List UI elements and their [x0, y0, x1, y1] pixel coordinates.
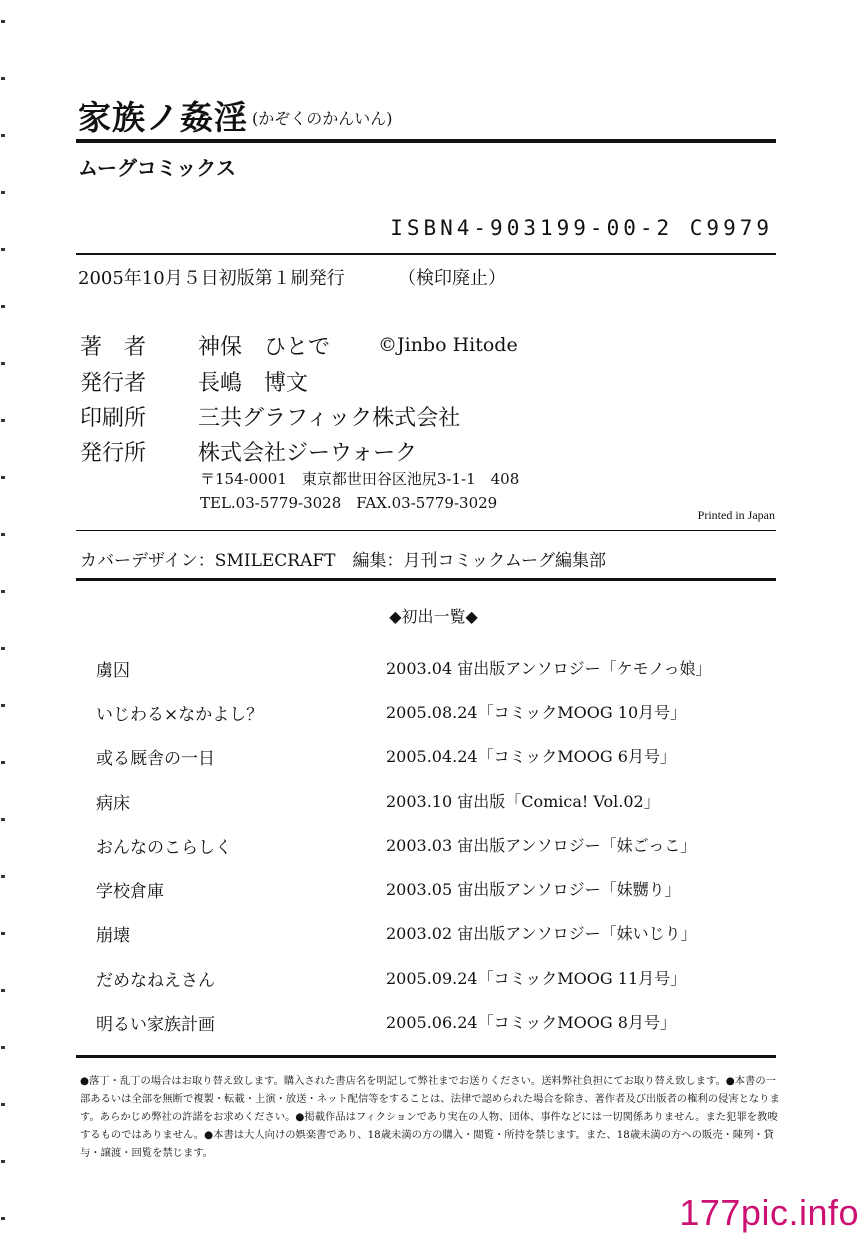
story-source: 2003.02 宙出版アンソロジー「妹いじり」 [386, 924, 697, 943]
story-title: 崩壊 [96, 926, 130, 946]
spine-mark [1, 476, 5, 479]
story-title: 虜囚 [96, 661, 130, 681]
spine-mark [1, 875, 5, 878]
book-title: 家族ノ姦淫 [78, 98, 248, 137]
story-title: いじわる×なかよし？ [96, 705, 264, 725]
isbn-rule [76, 253, 776, 255]
story-title: 学校倉庫 [96, 882, 164, 902]
isbn-code: ISBN4-903199-00-2 C9979 [390, 216, 773, 240]
credit-value-printer: 三共グラフィック株式会社 [198, 406, 461, 431]
copyright: ©Jinbo Hitode [378, 334, 518, 356]
story-source: 2005.09.24「コミックMOOG 11月号」 [386, 969, 687, 988]
spine-mark [1, 932, 5, 935]
credits-rule [76, 530, 776, 531]
spine-mark [1, 647, 5, 650]
spine-mark [1, 134, 5, 137]
story-source: 2005.04.24「コミックMOOG 6月号」 [386, 747, 676, 766]
title-rule [76, 139, 776, 143]
story-source: 2005.06.24「コミックMOOG 8月号」 [386, 1013, 676, 1032]
credit-value-publishing-house: 株式会社ジーウォーク [198, 441, 418, 466]
story-title: 病床 [96, 794, 130, 814]
stamp-note: （検印廃止） [398, 268, 506, 289]
credit-label-publishing-house: 発行所 [80, 441, 147, 466]
story-title: おんなのこらしく [96, 838, 232, 858]
credit-label-printer: 印刷所 [80, 406, 147, 431]
book-title-reading: (かぞくのかんいん) [252, 109, 393, 128]
publisher-contact: TEL.03-5779-3028 FAX.03-5779-3029 [200, 494, 498, 512]
list-bottom-rule [76, 1055, 776, 1058]
spine-mark [1, 533, 5, 536]
spine-mark [1, 1046, 5, 1049]
spine-mark [1, 362, 5, 365]
spine-mark [1, 248, 5, 251]
spine-mark [1, 191, 5, 194]
first-appearance-heading: ◆初出一覧◆ [389, 607, 478, 626]
story-source: 2003.03 宙出版アンソロジー「妹ごっこ」 [386, 836, 697, 855]
spine-mark [1, 419, 5, 422]
story-source: 2005.08.24「コミックMOOG 10月号」 [386, 703, 687, 722]
printed-in: Printed in Japan [697, 508, 775, 522]
spine-mark [1, 989, 5, 992]
legal-notice: ●落丁・乱丁の場合はお取り替え致します。購入された書店名を明記して弊社までお送りください。送料弊社負担にてお取り替え致します。●本書の一部あるいは全部を無断で複製・転載・上演・放送・ネット配信等をすることは、法律で認められた場合を除き、著作者及び出版者の権利の侵害となります。あらかじめ弊社の許諾をお求めください。●掲載作品はフィクションであり実在の人物、団体、事件などには一切関係ありません。また犯罪を教唆するものではありません。●本書は大人向けの娯楽書であり、18歳未満の方の購入・閲覧・所持を禁じます。また、18歳未満の方への販売・陳列・貸与・譲渡・回覧を禁じます。 [80, 1075, 780, 1159]
spine-mark [1, 818, 5, 821]
credit-label-author: 著 者 [80, 335, 147, 360]
spine-mark [1, 305, 5, 308]
spine-mark [1, 77, 5, 80]
spine-mark [1, 1217, 5, 1220]
spine-mark [1, 704, 5, 707]
series-name: ムーグコミックス [78, 156, 236, 180]
story-source: 2003.04 宙出版アンソロジー「ケモノっ娘」 [386, 659, 712, 678]
spine-mark [1, 761, 5, 764]
issue-date: 2005年10月５日初版第１刷発行 [78, 268, 345, 289]
watermark-link[interactable]: 177pic.info [679, 1192, 859, 1233]
story-title: 明るい家族計画 [96, 1015, 215, 1035]
credits-bottom-rule [76, 578, 776, 581]
spine-mark [1, 1103, 5, 1106]
design-edit-credits: カバーデザイン：SMILECRAFT 編集：月刊コミックムーグ編集部 [80, 551, 606, 571]
credit-value-author: 神保 ひとで [198, 335, 331, 360]
publisher-address: 〒154-0001 東京都世田谷区池尻3-1-1 408 [200, 470, 520, 488]
story-source: 2003.10 宙出版「Comica! Vol.02」 [386, 792, 660, 811]
story-title: だめなねえさん [96, 971, 215, 991]
spine-mark [1, 1160, 5, 1163]
spine-mark [1, 590, 5, 593]
credit-value-publisher: 長嶋 博文 [198, 371, 309, 396]
spine-mark [1, 20, 5, 23]
credit-label-publisher: 発行者 [80, 371, 147, 396]
story-source: 2003.05 宙出版アンソロジー「妹嬲り」 [386, 880, 681, 899]
story-title: 或る厩舎の一日 [96, 749, 215, 769]
